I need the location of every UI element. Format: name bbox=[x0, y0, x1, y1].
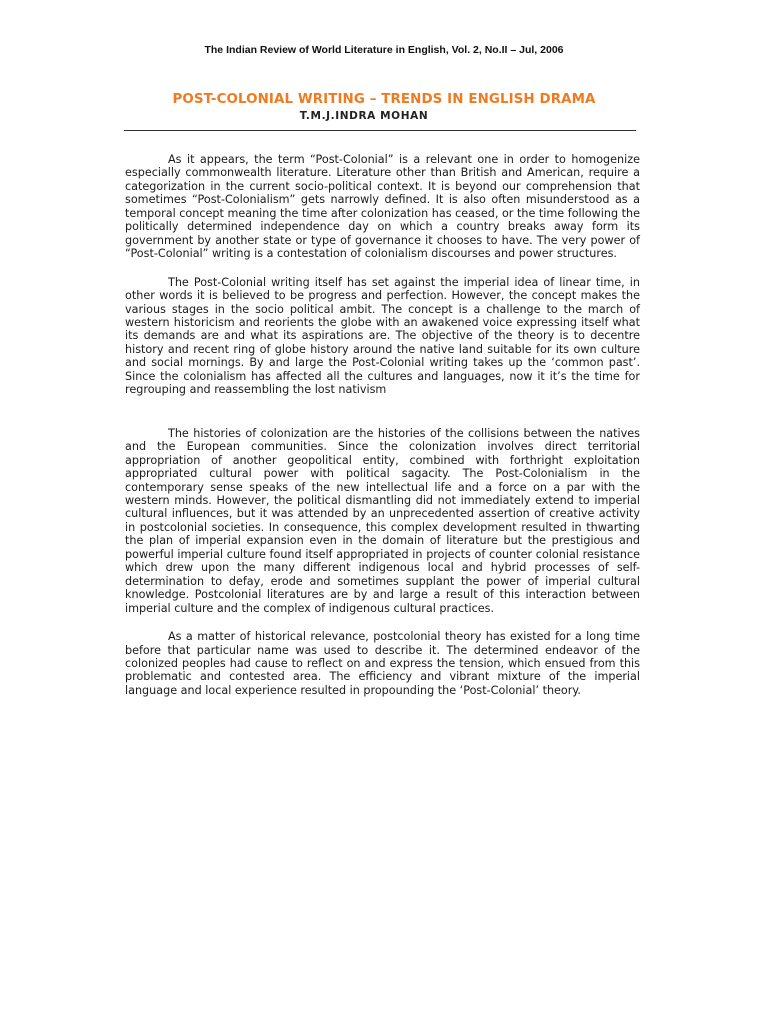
article-body bbox=[125, 153, 640, 697]
paragraph-1: As it appears, the term “Post-Colonial” is a relevant one in order to homogenize especially commonwealth literature. Literature other than British and American, require a categorization in the current socio-political context. It is beyond our comprehension that sometimes “Post-Colonialism” gets narrowly defined. It is also often misunderstood as a temporal concept meaning the time after colonization has ceased, or the time following the politically determined independence day on which a country breaks away form its government by another state or type of governance it chooses to have. The very power of “Post-Colonial” writing is a contestation of colonialism discourses and power structures. bbox=[125, 153, 640, 261]
running-header: The Indian Review of World Literature in English, Vol. 2, No.II – Jul, 2006 bbox=[204, 44, 564, 56]
article-author: T.M.J.INDRA MOHAN bbox=[299, 110, 429, 122]
article-title: POST-COLONIAL WRITING – TRENDS IN ENGLISH DRAMA bbox=[172, 92, 596, 107]
paragraph-3: The histories of colonization are the histories of the collisions between the natives and the European communities. Since the colonization involves direct territorial appropriation of another geopolitical entity, combined with forthright exploitation appropriated cultural power with political sagacity. The Post-Colonialism in the contemporary sense speaks of the new intellectual life and a force on a par with the western minds. However, the political dismantling did not immediately extend to imperial cultural influences, but it was attended by an unprecedented assertion of creative activity in postcolonial societies. In consequence, this complex development resulted in thwarting the plan of imperial expansion even in the domain of literature but the prestigious and powerful imperial culture found itself appropriated in projects of counter colonial resistance which drew upon the many different indigenous local and hybrid processes of self-determination to defay, erode and sometimes supplant the power of imperial cultural knowledge. Postcolonial literatures are by and large a result of this interaction between imperial culture and the complex of indigenous cultural practices. bbox=[125, 426, 640, 615]
paragraph-4: As a matter of historical relevance, postcolonial theory has existed for a long time before that particular name was used to describe it. The determined endeavor of the colonized peoples had cause to reflect on and express the tension, which ensued from this problematic and contested area. The efficiency and vibrant mixture of the imperial language and local experience resulted in propounding the ‘Post-Colonial’ theory. bbox=[125, 630, 640, 697]
title-divider bbox=[124, 130, 636, 131]
paragraph-2: The Post-Colonial writing itself has set against the imperial idea of linear time, in other words it is believed to be progress and perfection. However, the concept makes the various stages in the socio political ambit. The concept is a challenge to the march of western historicism and reorients the globe with an awakened voice expressing itself what its demands are and what its aspirations are. The objective of the theory is to decentre history and recent ring of globe history around the native land suitable for its own culture and social mornings. By and large the Post-Colonial writing takes up the ‘common past’. Since the colonialism has affected all the cultures and languages, now it it’s the time for regrouping and reassembling the lost nativism bbox=[125, 275, 640, 397]
